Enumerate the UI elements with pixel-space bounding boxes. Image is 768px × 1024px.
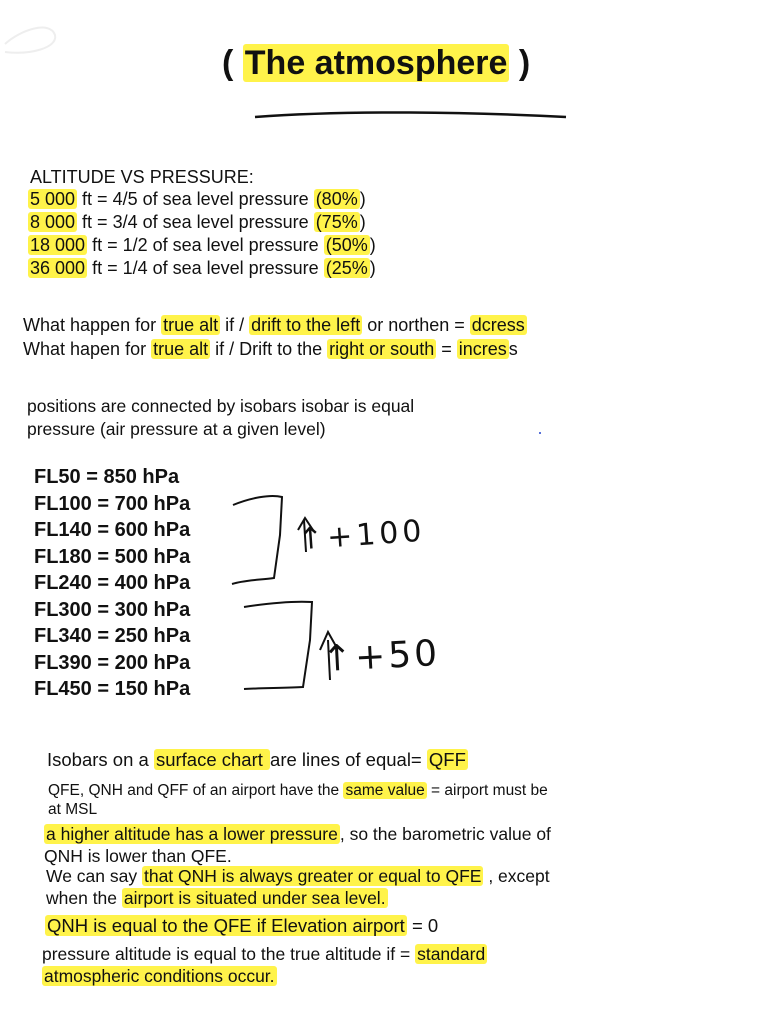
altitude-row: 8 000 ft = 3/4 of sea level pressure (75% )	[30, 212, 366, 232]
flight-level-item: FL450 = 150 hPa	[34, 678, 191, 700]
bracket-lower	[244, 602, 312, 689]
flight-level-item: FL180 = 500 hPa	[34, 545, 191, 568]
flight-level-item: FL340 = 250 hPa	[34, 625, 191, 647]
note-qnh-equal: QNH is equal to the QFE if Elevation airport = 0	[47, 915, 439, 936]
flight-level-item: FL140 = 600 hPa	[34, 519, 191, 541]
altitude-heading: ALTITUDE VS PRESSURE:	[30, 167, 254, 187]
bracket-upper	[232, 496, 282, 584]
altitude-row: 36 000 ft = 1/4 of sea level pressure (25% )	[30, 258, 376, 278]
title-underline	[255, 112, 566, 117]
flight-level-item: FL300 = 300 hPa	[34, 598, 191, 621]
flight-level-item: FL50 = 850 hPa	[34, 466, 180, 488]
annotation-plus-50: ↑+50	[321, 632, 442, 681]
isobar-note-line: pressure (air pressure at a given level)	[27, 419, 326, 439]
note-same-value: QFE, QNH and QFF of an airport have the same value = airport must be at MSL	[48, 782, 548, 818]
isobar-note-line: positions are connected by isobars isobar is equal	[27, 396, 415, 416]
altitude-row: 18 000 ft = 1/2 of sea level pressure (50% )	[30, 235, 376, 255]
flight-level-item: FL240 = 400 hPa	[34, 572, 191, 594]
flight-level-item: FL100 = 700 hPa	[34, 492, 191, 515]
flight-level-list	[34, 464, 190, 703]
altitude-row: 5 000 ft = 4/5 of sea level pressure (80% )	[30, 189, 366, 209]
flight-level-item: FL390 = 200 hPa	[34, 651, 191, 674]
note-standard: pressure altitude is equal to the true altitude if = standard atmospheric conditions occur.	[42, 944, 486, 986]
note-isobars: Isobars on a surface chart are lines of equal= QFF	[47, 749, 466, 770]
annotation-plus-100: ↑+100	[296, 513, 427, 558]
note-higher-altitude: a higher altitude has a lower pressure , so the barometric value of QNH is lower than QFE.	[44, 824, 551, 866]
drift-line-left: What happen for true alt if / drift to the left or northen = dcress	[23, 315, 525, 335]
page-title: ( The atmosphere )	[222, 44, 531, 82]
note-qnh-greater: We can say that QNH is always greater or equal to QFE , except when the airport is situated under sea level.	[46, 866, 550, 908]
drift-line-right: What hapen for true alt if / Drift to the right or south = incres s	[23, 339, 518, 359]
